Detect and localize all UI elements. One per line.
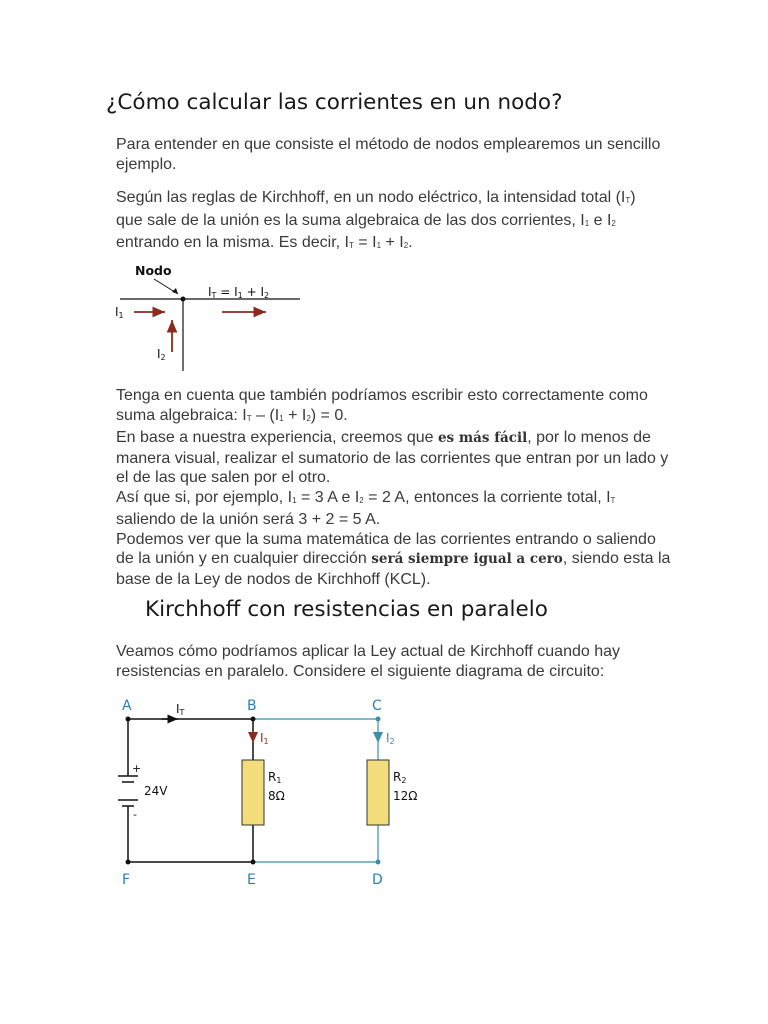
i1-arrow-head <box>248 732 258 743</box>
node-dot <box>181 297 186 302</box>
node-c-label: C <box>372 698 382 714</box>
node-f-label: F <box>122 872 131 888</box>
i2-label: I2 <box>157 347 166 362</box>
i2-current-label: I2 <box>386 731 395 746</box>
r1-value: 8Ω <box>268 789 285 803</box>
i1-label: I1 <box>115 305 124 320</box>
r1-label: R1 <box>268 770 282 785</box>
battery-24v <box>118 776 138 806</box>
i1-current-label: I1 <box>260 731 269 746</box>
parallel-intro-paragraph: Veamos cómo podríamos aplicar la Ley actual de Kirchhoff cuando hay resistencias en paralelo. Considere el siguiente diagrama de circuito: <box>116 643 620 680</box>
circuit-diagram <box>110 692 430 892</box>
junction-e <box>251 860 256 865</box>
i2-arrow-head <box>373 732 383 743</box>
junction-d <box>376 860 381 865</box>
battery-voltage: 24V <box>144 784 168 798</box>
battery-plus: + <box>132 762 142 775</box>
it-current-label: IT <box>176 702 185 717</box>
intro-paragraph: Para entender en que consiste el método de nodos emplearemos un sencillo ejemplo. <box>116 136 661 173</box>
node-diagram <box>110 258 310 378</box>
r2-value: 12Ω <box>393 789 418 803</box>
junction-c <box>376 717 381 722</box>
resistor-r2 <box>367 760 389 825</box>
battery-minus: - <box>133 808 137 821</box>
page-heading-nodo: ¿Cómo calcular las corrientes en un nodo? <box>106 90 563 115</box>
r2-label: R2 <box>393 770 407 785</box>
nodo-label: Nodo <box>135 263 172 278</box>
equation-label: IT = I1 + I2 <box>208 285 270 300</box>
section-heading-paralelo: Kirchhoff con resistencias en paralelo <box>145 597 548 622</box>
kirchhoff-rule-paragraph: Según las reglas de Kirchhoff, en un nodo eléctrico, la intensidad total $(I_T)$ que sale de la unión es la suma algebraica de las dos corrientes, $I_1$ e $I_2$ entrando en la misma. Es decir, $I_T = I_1 + I_2$. <box>116 189 636 251</box>
junction-b <box>251 717 256 722</box>
node-a-label: A <box>122 698 132 714</box>
junction-f <box>126 860 131 865</box>
resistor-r1 <box>242 760 264 825</box>
algebraic-sum-paragraph: Tenga en cuenta que también podríamos escribir esto correctamente como suma algebraica: $I_T - (I_1 + I_2) = 0$. En base a nuestra experiencia, creemos que es más fácil, por lo menos de manera visual, realizar el sumatorio de las corrientes que entran por un lado y el de las que salen por el otro. Así que si, por ejemplo, $I_1 = 3$ A e $I_2 = 2$ A, entonces la corriente total, $I_T$ saliendo de la unión será 3 + 2 = 5 A. Podemos ver que la suma matemática de las corrientes entrando o saliendo de la unión y en cualquier dirección será siempre igual a cero, siendo esta la base de la Ley de nodos de Kirchhoff (KCL). <box>116 387 671 588</box>
node-d-label: D <box>372 872 383 888</box>
junction-a <box>126 717 131 722</box>
node-b-label: B <box>247 698 257 714</box>
node-e-label: E <box>247 872 256 888</box>
